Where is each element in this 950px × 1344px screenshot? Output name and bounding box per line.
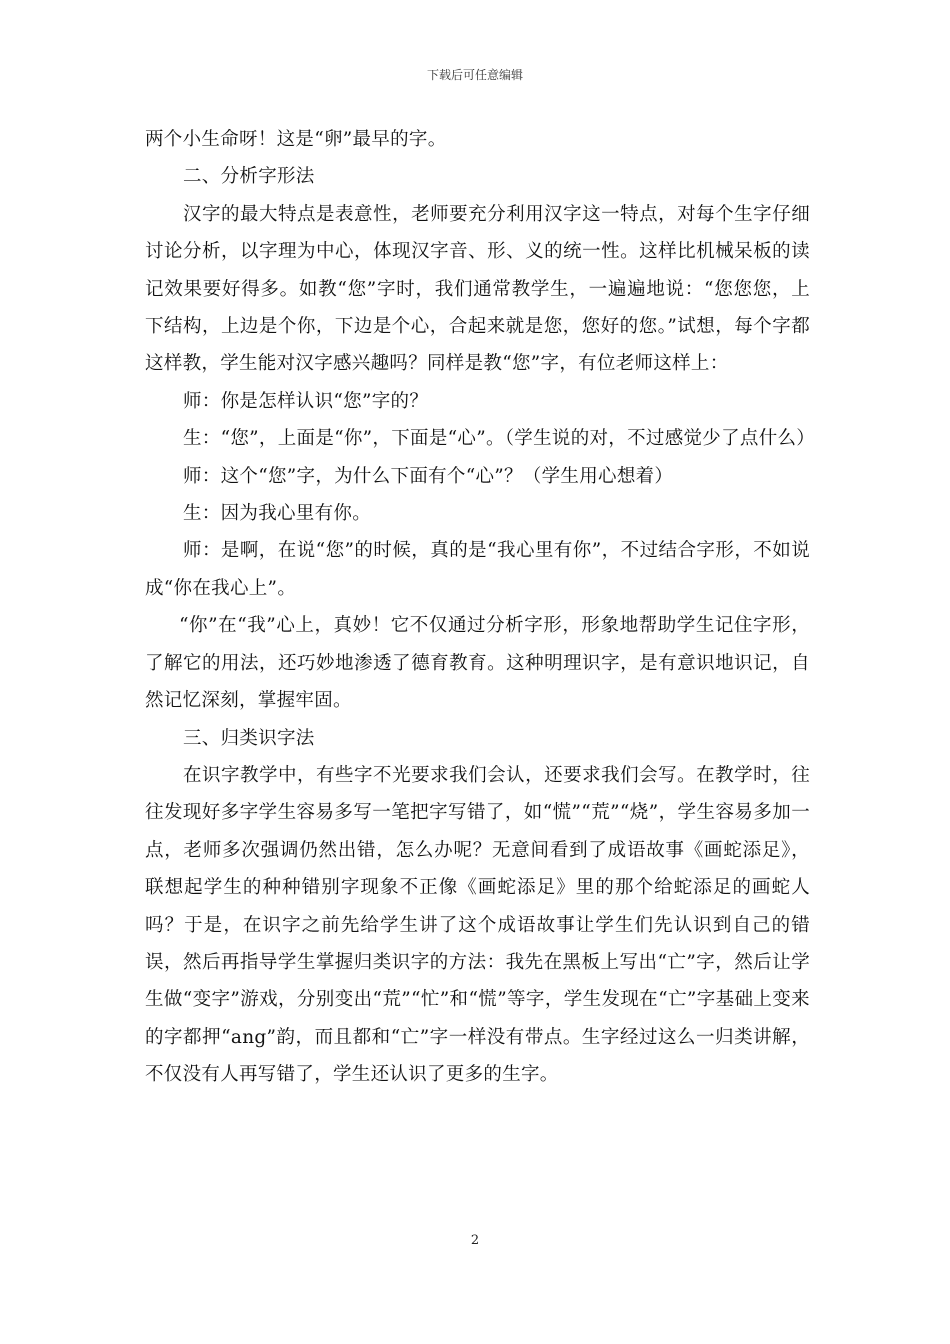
dialogue-line: 师：你是怎样认识“您”字的？ (183, 390, 429, 412)
dialogue-line: 生：因为我心里有你。 (183, 503, 372, 525)
paragraph-continuation: 两个小生命呀！这是“卵”最早的字。 (145, 129, 447, 150)
page-header: 下载后可任意编辑 (426, 68, 523, 82)
paragraph-body: 汉字的最大特点是表意性，老师要充分利用汉字这一特点，对每个生字仔细讨论分析，以字理为中心，体现汉字音、形、义的统一性。这样比机械呆板的读记效果要好得多。如教“您”字时，我们通常教学生，一遍遍地说：“您您您，上下结构，上边是个你，下边是个心，合起来就是您，您好的您。”试想，每个字都这样教，学生能对汉字感兴趣吗？同样是教“您”字，有位老师这样上： (145, 203, 810, 375)
paragraph-body: “你”在“我”心上，真妙！它不仅通过分析字形，形象地帮助学生记住字形，了解它的用法，还巧妙地渗透了德育教育。这种明理识字，是有意识地识记，自然记忆深刻，掌握牢固。 (145, 615, 810, 712)
dialogue-line: 师：这个“您”字，为什么下面有个“心”？（学生用心想着） (183, 465, 674, 487)
section-heading-2: 二、分析字形法 (183, 166, 315, 188)
dialogue-line: 生：“您”，上面是“你”，下面是“心”。（学生说的对，不过感觉少了点什么） (183, 428, 816, 450)
section-heading-3: 三、归类识字法 (183, 727, 315, 749)
paragraph-body: 在识字教学中，有些字不光要求我们会认，还要求我们会写。在教学时，往往发现好多字学生容易多写一笔把字写错了，如“慌”“荒”“烧”，学生容易多加一点，老师多次强调仍然出错，怎么办呢？无意间看到了成语故事《画蛇添足》，联想起学生的种种错别字现象不正像《画蛇添足》里的那个给蛇添足的画蛇人吗？于是，在识字之前先给学生讲了这个成语故事让学生们先认识到自己的错误，然后再指导学生掌握归类识字的方法：我先在黑板上写出“亡”字，然后让学生做“变字”游戏，分别变出“荒”“忙”和“慌”等字，学生发现在“亡”字基础上变来的字都押“ang”韵，而且都和“亡”字一样没有带点。生字经过这么一归类讲解，不仅没有人再写错了，学生还认识了更多的生字。 (145, 764, 810, 1086)
document-body (145, 121, 816, 1094)
page-number: 2 (470, 1233, 480, 1248)
dialogue-line: 师：是啊，在说“您”的时候，真的是“我心里有你”，不过结合字形，不如说成“你在我心上”。 (145, 540, 810, 599)
